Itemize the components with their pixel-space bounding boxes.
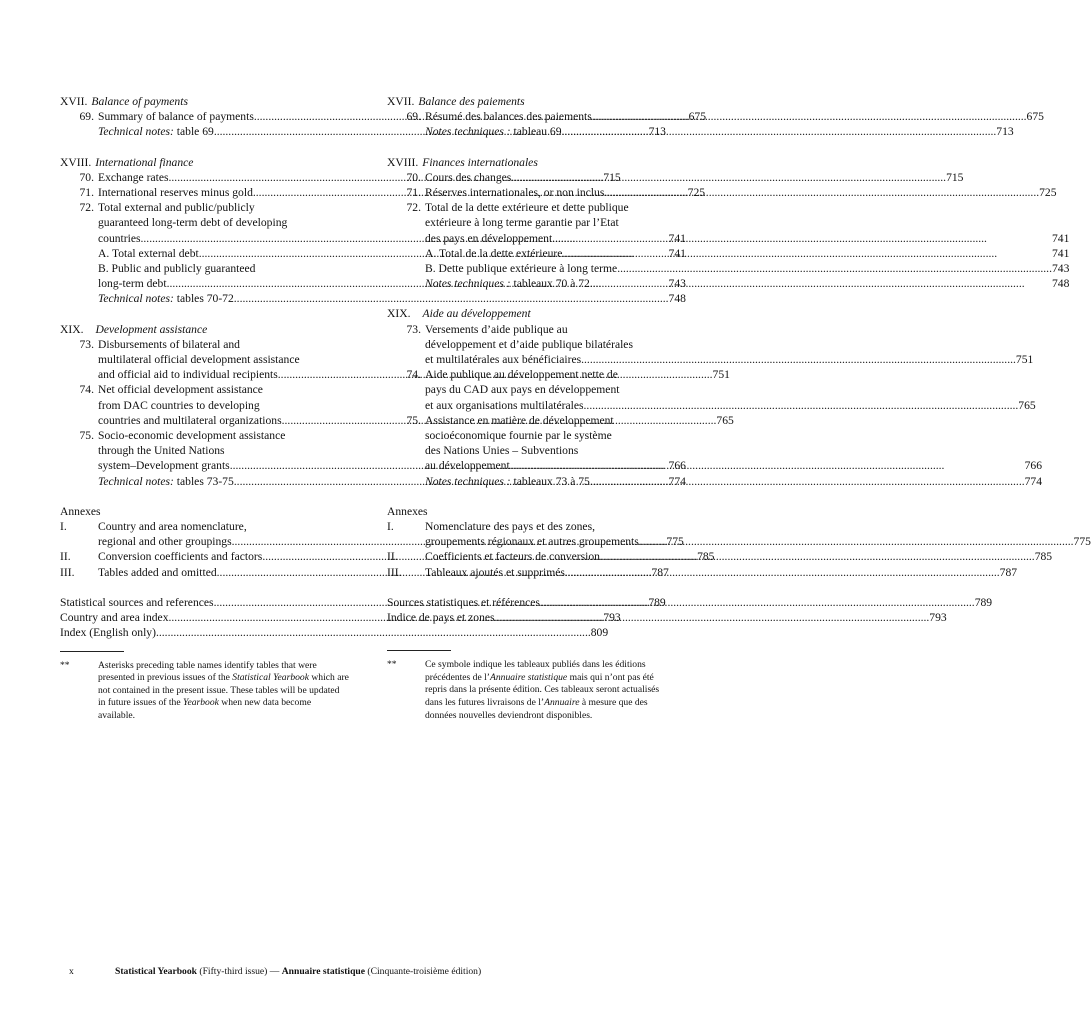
- toc-item[interactable]: 73. Versements d’aide publique au développement et d’aide publique bilatérales et multilatérales aux bénéficiaires ..... 751: [387, 322, 684, 368]
- toc-item[interactable]: I. Country and area nomenclature, regional and other groupings ..... 775: [60, 519, 357, 549]
- toc-item[interactable]: III. Tableaux ajoutés et supprimés ..... 787: [387, 565, 684, 580]
- technical-notes-item[interactable]: Notes techniques : tableau 69 ..... 713: [387, 124, 684, 139]
- section-title: Development assistance: [95, 322, 208, 336]
- toc-item[interactable]: 69. Résumé des balances des paiements ..... 675: [387, 109, 684, 124]
- section-title: Balance des paiements: [418, 95, 525, 108]
- toc-subitem[interactable]: B. Dette publique extérieure à long terme ..... 743: [425, 261, 1069, 276]
- technical-notes-item[interactable]: Technical notes: table 69 ..... 713: [60, 124, 357, 139]
- page-footer: x Statistical Yearbook (Fifty-third issue) — Annuaire statistique (Cinquante-troisième édition): [69, 964, 481, 979]
- toc-item[interactable]: Country and area index ..... 793: [60, 610, 357, 625]
- section-xix: XIX. Development assistance 73. Disbursements of bilateral and multilateral official development assistance and official aid to individual recipients ..... 751 74. Net official development assistance from DAC countries to developing countries and multilateral organizations ..... 765 75. Socio-economic development assistance through the United Nations system–Development grants ..... 766 Technical notes: tables 73-75 ..... 774: [60, 322, 357, 489]
- toc-item[interactable]: 71. International reserves minus gold ..... 725: [60, 185, 357, 200]
- section-title: Aide au développement: [422, 307, 531, 321]
- toc-item[interactable]: 74. Aide publique au développement nette de pays du CAD aux pays en développement et aux organisations multilatérales ..... 765: [387, 367, 684, 413]
- toc-item[interactable]: II. Conversion coefficients and factors ..... 785: [60, 549, 357, 564]
- toc-item[interactable]: 72. Total de la dette extérieure et dette publique extérieure à long terme garantie par l’Etat des pays en développement ..... 741 A. Total de la dette extérieure ..... 741 B. Dette publique extérieure à long terme ..... 743 Notes techniques : tableaux 70 à 72 ..... 748: [387, 200, 684, 291]
- toc-item[interactable]: Indice de pays et zones ..... 793: [387, 610, 684, 625]
- back-matter: [60, 595, 666, 641]
- toc-item[interactable]: Sources statistiques et références ..... 789: [387, 595, 684, 610]
- section-title: Finances internationales: [422, 155, 538, 169]
- toc-item[interactable]: 72. Total external and public/publicly guaranteed long-term debt of developing countries ..... 741 A. Total external debt ..... 741 B. Public and publicly guaranteed long-term debt ..... 743 Technical notes: tables 70-72 ..... 748: [60, 200, 357, 306]
- toc-item[interactable]: 75. Assistance en matière de développement socioéconomique fournie par le système des Nations Unies – Subventions au développement ..... 766 Notes techniques : tableaux 73 à 75 ..... 774: [387, 413, 684, 489]
- technical-notes-item[interactable]: Technical notes: tables 73-75 ..... 774: [98, 474, 686, 489]
- footnote-rule: [60, 651, 124, 652]
- toc-item[interactable]: 70. Cours des changes ..... 715: [387, 170, 684, 185]
- section-xix: XIX. Aide au développement 73. Versements d’aide publique au développement et d’aide publique bilatérales et multilatérales aux bénéficiaires ..... 751 74. Aide publique au développement nette de pays du CAD aux pays en développement et aux organisations multilatérales ..... 765 75. Assistance en matière de développement socioéconomique fournie par le système des Nations Unies – Subventions au développement ..... 766 Notes techniques : tableaux 73 à 75 ..... 774: [387, 306, 684, 488]
- toc-item[interactable]: III. Tables added and omitted ..... 787: [60, 565, 357, 580]
- toc-subitem[interactable]: B. Public and publicly guaranteed long-term debt ..... 743: [98, 261, 686, 291]
- toc-item[interactable]: Index (English only) ..... 809: [60, 625, 357, 640]
- toc-item[interactable]: 73. Disbursements of bilateral and multilateral official development assistance and official aid to individual recipients ..... 751: [60, 337, 357, 383]
- section-xviii: XVIII. Finances internationales 70. Cours des changes ..... 715 71. Réserves internationales, or non inclus ..... 725 72. Total de la dette extérieure et dette publique extérieure à long terme garantie par l’Etat des pays en développement ..... 741 A. Total de la dette extérieure ..... 741 B. Dette publique extérieure à long terme ..... 743 Notes techniques : tableaux 70 à 72 ..... 748: [387, 155, 684, 292]
- page-number: x: [69, 966, 74, 977]
- back-matter: [387, 595, 993, 625]
- toc-item[interactable]: 75. Socio-economic development assistance through the United Nations system–Development grants ..... 766 Technical notes: tables 73-75 ..... 774: [60, 428, 357, 489]
- technical-notes-item[interactable]: Technical notes: tables 70-72 ..... 748: [98, 291, 686, 306]
- annexes-title: Annexes: [60, 504, 101, 518]
- annexes-title: Annexes: [387, 504, 428, 518]
- toc-item[interactable]: 74. Net official development assistance from DAC countries to developing countries and multilateral organizations ..... 765: [60, 382, 357, 428]
- toc-item[interactable]: 69. Summary of balance of payments ..... 675: [60, 109, 357, 124]
- technical-notes-item[interactable]: Notes techniques : tableaux 70 à 72 ..... 748: [425, 276, 1069, 291]
- footnote: ** Asterisks preceding table names identify tables that were presented in previous issues of the Statistical Yearbook which are not contained in the present issue. These tables will be updated in future issues of the Yearbook when new data become available.: [60, 659, 349, 721]
- toc-subitem[interactable]: A. Total external debt ..... 741: [98, 246, 686, 261]
- section-title: Balance of payments: [91, 95, 188, 108]
- toc-item[interactable]: Statistical sources and references ..... 789: [60, 595, 357, 610]
- section-xvii: XVII. Balance of payments 69. Summary of balance of payments ..... 675 Technical notes: table 69 ..... 713: [60, 94, 357, 140]
- toc-item[interactable]: I. Nomenclature des pays et des zones, groupements régionaux et autres groupements ..... 775: [387, 519, 684, 549]
- toc-item[interactable]: II. Coefficients et facteurs de conversion ..... 785: [387, 549, 684, 564]
- toc-subitem[interactable]: A. Total de la dette extérieure ..... 741: [425, 246, 1069, 261]
- footnote-rule: [387, 650, 451, 651]
- section-xviii: XVIII. International finance 70. Exchange rates ..... 715 71. International reserves minus gold ..... 725 72. Total external and public/publicly guaranteed long-term debt of developing countries ..... 741 A. Total external debt ..... 741 B. Public and publicly guaranteed long-term debt ..... 743 Technical notes: tables 70-72 ..... 748: [60, 155, 357, 307]
- footnote: ** Ce symbole indique les tableaux publiés dans les éditions précédentes de l’Annuaire statistique mais qui n’ont pas été repris dans la présente édition. Ces tableaux seront actualisés dans les futures livraisons de l’Annuaire à mesure que des données nouvelles deviendront disponibles.: [387, 659, 660, 721]
- toc-item[interactable]: 71. Réserves internationales, or non inclus ..... 725: [387, 185, 684, 200]
- section-xvii: XVII. Balance des paiements 69. Résumé des balances des paiements ..... 675 Notes techniques : tableau 69 ..... 713: [387, 94, 684, 140]
- section-title: International finance: [95, 155, 194, 169]
- technical-notes-item[interactable]: Notes techniques : tableaux 73 à 75 ..... 774: [425, 474, 1042, 489]
- toc-item[interactable]: 70. Exchange rates ..... 715: [60, 170, 357, 185]
